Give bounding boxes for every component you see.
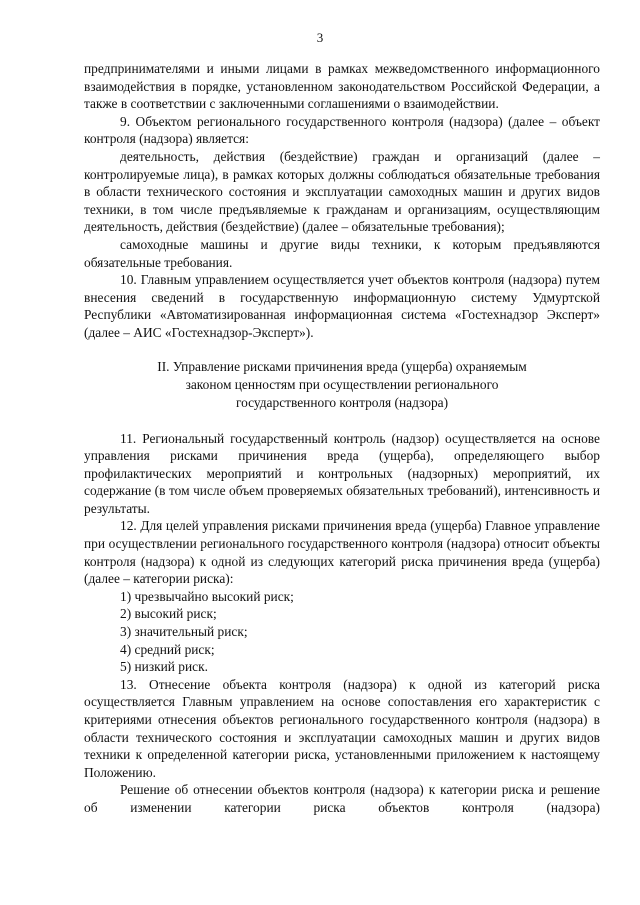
section-heading-line-2: законом ценностям при осуществлении регионального: [185, 376, 499, 392]
section-heading-line-3: государственного контроля (надзора): [235, 394, 449, 410]
paragraph-13: 13. Отнесение объекта контроля (надзора) к одной из категорий риска осуществляется Главным управлением на основе сопоставления его характеристик с критериями отнесения объектов регионального государственного контроля (надзора) в области технического состояния и эксплуатации самоходных машин и других видов техники к определенной категории риска, установленными приложением к настоящему Положению.: [84, 676, 600, 780]
risk-item-2: 2) высокий риск;: [120, 606, 217, 622]
paragraph-14: Решение об отнесении объектов контроля (надзора) к категории риска и решение об изменении категории риска объектов контроля (надзора): [84, 782, 600, 815]
paragraph-9-item-a: деятельность, действия (бездействие) граждан и организаций (далее – контролируемые лица), в рамках которых должны соблюдаться обязательные требования в области технического состояния и эксплуатации самоходных машин и других видов техники, в том числе предъявляемые к гражданам и организациям, осуществляющим деятельность, действия (бездействие) (далее – обязательные требования);: [84, 148, 600, 235]
risk-item-5: 5) низкий риск.: [120, 659, 208, 675]
risk-item-4: 4) средний риск;: [120, 641, 215, 657]
paragraph-9: 9. Объектом регионального государственного контроля (надзора) (далее – объект контроля (надзора) является:: [84, 113, 600, 147]
page-number: 3: [316, 30, 324, 45]
paragraph-12: 12. Для целей управления рисками причинения вреда (ущерба) Главное управление при осуществлении регионального государственного контроля (надзора) относит объекты контроля (надзора) к одной из следующих категорий риска причинения вреда (ущерба) (далее – категории риска):: [84, 518, 600, 587]
section-heading-line-1: II. Управление рисками причинения вреда (ущерба) охраняемым: [157, 358, 527, 374]
document-body: [84, 60, 600, 817]
risk-item-3: 3) значительный риск;: [120, 624, 248, 640]
paragraph-10: 10. Главным управлением осуществляется учет объектов контроля (надзора) путем внесения сведений в государственную информационную систему Удмуртской Республики «Автоматизированная информационная система «Гостехнадзор Эксперт» (далее – АИС «Гостехнадзор-Эксперт»).: [84, 272, 600, 340]
paragraph-9-item-b: самоходные машины и другие виды техники, к которым предъявляются обязательные требования.: [84, 236, 600, 270]
risk-item-1: 1) чрезвычайно высокий риск;: [120, 588, 294, 604]
paragraph-continuation: предпринимателями и иными лицами в рамках межведомственного информационного взаимодействия в порядке, установленном законодательством Российской Федерации, а также в соответствии с заключенными соглашениями о взаимодействии.: [84, 61, 600, 112]
paragraph-11: 11. Региональный государственный контроль (надзор) осуществляется на основе управления рисками причинения вреда (ущерба), определяющего выбор профилактических мероприятий и контрольных (надзорных) мероприятий, их содержание (в том числе объем проверяемых обязательных требований), интенсивность и результаты.: [84, 430, 600, 516]
section-heading: [84, 358, 600, 412]
